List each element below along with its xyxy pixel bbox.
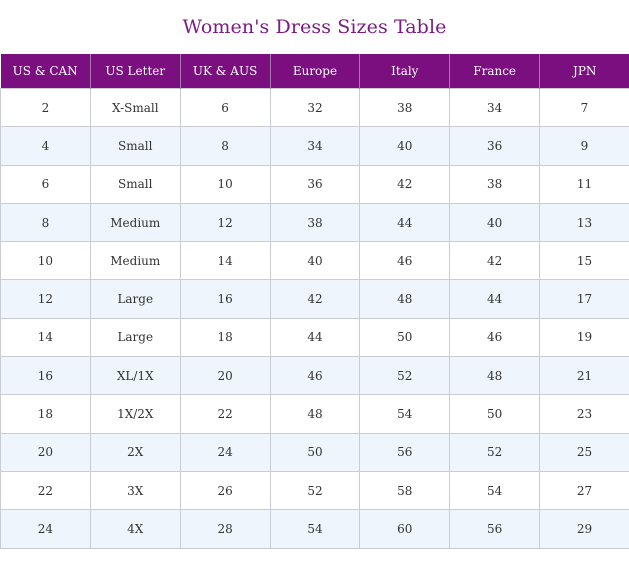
table-cell: 46 — [270, 357, 360, 395]
table-cell: 20 — [1, 433, 91, 471]
table-cell: 44 — [360, 203, 450, 241]
table-cell: 26 — [180, 471, 270, 509]
table-cell: 40 — [270, 242, 360, 280]
table-cell: 12 — [1, 280, 91, 318]
table-row — [1, 127, 629, 165]
table-cell: 18 — [1, 395, 91, 433]
column-header-jpn: JPN — [540, 54, 629, 89]
column-header-us-can: US & CAN — [1, 54, 91, 89]
table-cell: 50 — [450, 395, 540, 433]
table-cell: 48 — [450, 357, 540, 395]
table-row — [1, 318, 629, 356]
table-cell: 34 — [270, 127, 360, 165]
table-cell: 21 — [540, 357, 629, 395]
table-cell: 50 — [270, 433, 360, 471]
table-cell: 8 — [180, 127, 270, 165]
table-title: Women's Dress Sizes Table — [182, 16, 447, 38]
dress-sizes-table — [0, 54, 629, 549]
table-header — [1, 54, 629, 89]
table-cell: 44 — [450, 280, 540, 318]
table-cell: Small — [90, 127, 180, 165]
table-cell: 40 — [360, 127, 450, 165]
table-cell: Large — [90, 318, 180, 356]
table-cell: 60 — [360, 510, 450, 548]
table-cell: 54 — [270, 510, 360, 548]
table-cell: 10 — [1, 242, 91, 280]
table-cell: 2 — [1, 89, 91, 127]
table-cell: 46 — [360, 242, 450, 280]
table-cell: Medium — [90, 242, 180, 280]
table-row — [1, 357, 629, 395]
table-cell: 36 — [270, 165, 360, 203]
table-cell: 22 — [1, 471, 91, 509]
table-cell: 10 — [180, 165, 270, 203]
table-row — [1, 433, 629, 471]
table-cell: 1X/2X — [90, 395, 180, 433]
table-cell: 52 — [450, 433, 540, 471]
table-cell: Medium — [90, 203, 180, 241]
table-cell: 36 — [450, 127, 540, 165]
table-cell: 6 — [1, 165, 91, 203]
table-row — [1, 89, 629, 127]
table-cell: 56 — [450, 510, 540, 548]
table-cell: 8 — [1, 203, 91, 241]
column-header-europe: Europe — [270, 54, 360, 89]
table-row — [1, 471, 629, 509]
table-cell: 42 — [450, 242, 540, 280]
table-cell: XL/1X — [90, 357, 180, 395]
table-cell: 48 — [270, 395, 360, 433]
table-cell: 38 — [450, 165, 540, 203]
table-row — [1, 395, 629, 433]
table-cell: 46 — [450, 318, 540, 356]
table-cell: 4 — [1, 127, 91, 165]
table-cell: 12 — [180, 203, 270, 241]
table-cell: 17 — [540, 280, 629, 318]
table-cell: 40 — [450, 203, 540, 241]
table-row — [1, 280, 629, 318]
table-cell: 38 — [360, 89, 450, 127]
column-header-uk-aus: UK & AUS — [180, 54, 270, 89]
table-row — [1, 165, 629, 203]
table-cell: 14 — [1, 318, 91, 356]
table-cell: 34 — [450, 89, 540, 127]
table-cell: 29 — [540, 510, 629, 548]
table-row — [1, 242, 629, 280]
table-cell: 27 — [540, 471, 629, 509]
table-cell: 9 — [540, 127, 629, 165]
table-cell: 52 — [270, 471, 360, 509]
table-cell: Small — [90, 165, 180, 203]
table-cell: 25 — [540, 433, 629, 471]
table-body — [1, 89, 629, 549]
table-cell: 32 — [270, 89, 360, 127]
table-cell: 56 — [360, 433, 450, 471]
table-cell: 20 — [180, 357, 270, 395]
table-cell: 52 — [360, 357, 450, 395]
table-cell: 16 — [1, 357, 91, 395]
table-cell: 13 — [540, 203, 629, 241]
column-header-italy: Italy — [360, 54, 450, 89]
table-cell: 48 — [360, 280, 450, 318]
table-cell: 58 — [360, 471, 450, 509]
table-cell: 7 — [540, 89, 629, 127]
table-cell: 42 — [360, 165, 450, 203]
table-row — [1, 203, 629, 241]
table-cell: 16 — [180, 280, 270, 318]
table-cell: 14 — [180, 242, 270, 280]
table-cell: 18 — [180, 318, 270, 356]
table-cell: 54 — [450, 471, 540, 509]
table-cell: 54 — [360, 395, 450, 433]
table-cell: 24 — [1, 510, 91, 548]
table-cell: 22 — [180, 395, 270, 433]
table-cell: 23 — [540, 395, 629, 433]
table-row — [1, 510, 629, 548]
column-header-us-letter: US Letter — [90, 54, 180, 89]
table-cell: 19 — [540, 318, 629, 356]
table-cell: 42 — [270, 280, 360, 318]
table-cell: 6 — [180, 89, 270, 127]
table-cell: X-Small — [90, 89, 180, 127]
table-cell: 15 — [540, 242, 629, 280]
table-cell: Large — [90, 280, 180, 318]
table-cell: 24 — [180, 433, 270, 471]
table-cell: 11 — [540, 165, 629, 203]
table-cell: 50 — [360, 318, 450, 356]
table-cell: 3X — [90, 471, 180, 509]
table-cell: 2X — [90, 433, 180, 471]
table-cell: 4X — [90, 510, 180, 548]
header-row — [1, 54, 629, 89]
column-header-france: France — [450, 54, 540, 89]
table-cell: 44 — [270, 318, 360, 356]
table-cell: 28 — [180, 510, 270, 548]
table-cell: 38 — [270, 203, 360, 241]
